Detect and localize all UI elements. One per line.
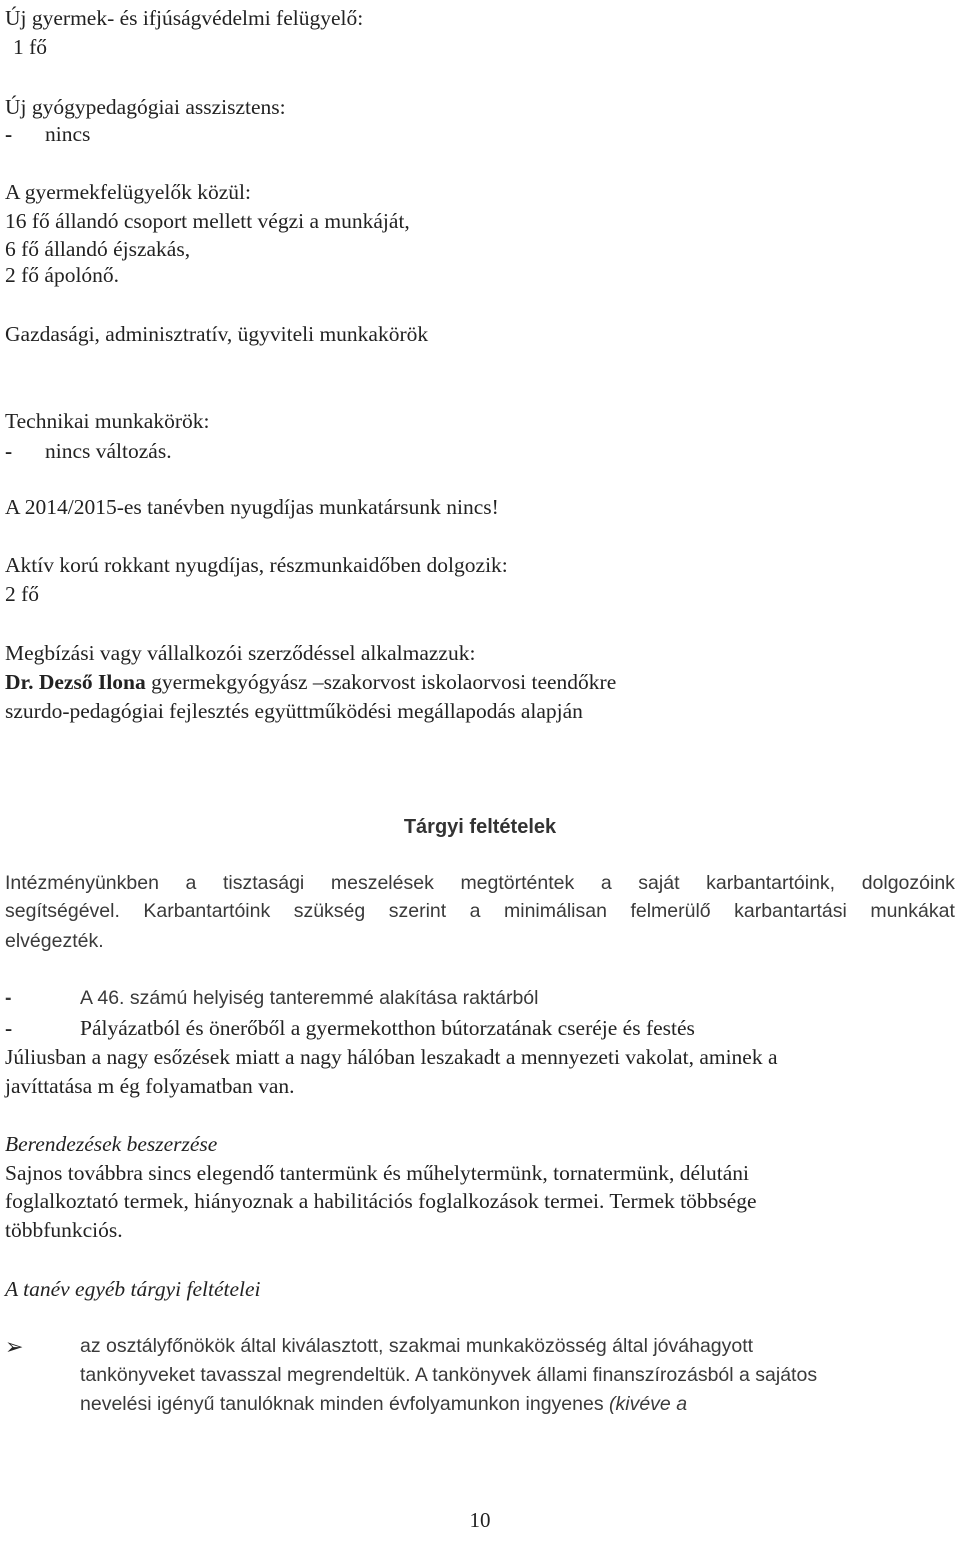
material-para1-line1 [5, 874, 955, 894]
caretakers-label: A gyermekfelügyelők közül: [5, 180, 251, 204]
material-item-1-text: A 46. számú helyiség tanteremmé alakítása raktárból [80, 987, 539, 1009]
material-para2-line1: Júliusban a nagy esőzések miatt a nagy hálóban leszakadt a mennyezeti vakolat, aminek a [5, 1045, 778, 1069]
other-bullet-line3 [80, 1395, 687, 1415]
caretakers-nurse: 2 fő ápolónő. [5, 263, 120, 287]
contract-line: Megbízási vagy vállalkozói szerződéssel alkalmazzuk: [5, 641, 476, 665]
other-bullet-line2: tankönyveket tavasszal megrendeltük. A tankönyvek állami finanszírozásból a sajátos [80, 1364, 818, 1386]
new-child-supervisor-count: 1 fő [13, 35, 48, 59]
word: karbantartóink, [706, 872, 836, 894]
new-assistant-label: Új gyógypedagógiai asszisztens: [5, 95, 286, 119]
technical-row [5, 441, 172, 463]
word: a [600, 872, 612, 894]
technical-value: nincs változás. [45, 439, 172, 463]
word: saját [638, 872, 680, 894]
dash-marker: - [5, 1016, 13, 1040]
equipment-line1: Sajnos továbbra sincs elegendő tantermünk és műhelytermünk, tornatermünk, délutáni [5, 1161, 749, 1185]
doctor-role: gyermekgyógyász –szakorvost iskolaorvosi teendőkre [145, 670, 617, 694]
new-child-supervisor-label: Új gyermek- és ifjúságvédelmi felügyelő: [5, 6, 364, 30]
material-item-2 [5, 1018, 695, 1040]
material-para1-line2 [5, 902, 955, 922]
new-assistant-row [5, 124, 90, 146]
new-assistant-value: nincs [45, 122, 91, 146]
doctor-line [5, 672, 616, 694]
technical-label: Technikai munkakörök: [5, 409, 210, 433]
other-bullet-line1: az osztályfőnökök által kiválasztott, szakmai munkaközösség által jóváhagyott [80, 1335, 754, 1357]
equipment-heading: Berendezések beszerzése [5, 1132, 218, 1156]
word: Karbantartóink [143, 900, 271, 922]
material-para2-line2: javíttatása m ég folyamatban van. [5, 1074, 295, 1098]
material-item-2-text: Pályázatból és önerőből a gyermekotthon bútorzatának cseréje és festés [80, 1016, 695, 1040]
dash-marker: - [5, 122, 13, 146]
other-bullet-line3-text: nevelési igényű tanulóknak minden évfolyamunkon ingyenes [80, 1393, 610, 1415]
caretakers-group: 16 fő állandó csoport mellett végzi a munkáját, [5, 209, 410, 233]
word: felmerülő [630, 900, 711, 922]
agreement-line: szurdo-pedagógiai fejlesztés együttműködési megállapodás alapján [5, 699, 583, 723]
doctor-name: Dr. Dezső Ilona [5, 670, 146, 694]
word: szükség [293, 900, 366, 922]
word: meszelések [330, 872, 434, 894]
dash-marker: - [5, 439, 13, 463]
material-heading: Tárgyi feltételek [403, 816, 557, 838]
word: dolgozóink [861, 872, 955, 894]
disability-count: 2 fő [5, 582, 40, 606]
caretakers-night: 6 fő állandó éjszakás, [5, 237, 191, 261]
other-bullet-line3-italic: (kivéve a [609, 1393, 688, 1415]
word: segítségével. [5, 900, 120, 922]
arrow-bullet-icon: ➢ [5, 1334, 24, 1359]
page-number: 10 [469, 1508, 491, 1532]
word: minimálisan [504, 900, 607, 922]
equipment-line3: többfunkciós. [5, 1218, 123, 1242]
admin-heading: Gazdasági, adminisztratív, ügyviteli munkakörök [5, 322, 429, 346]
word: Intézményünkben [5, 872, 159, 894]
word: munkákat [870, 900, 955, 922]
word: karbantartási [734, 900, 847, 922]
other-heading: A tanév egyéb tárgyi feltételei [5, 1277, 261, 1301]
word: megtörténtek [460, 872, 575, 894]
material-item-1 [5, 989, 538, 1009]
word: tisztasági [222, 872, 305, 894]
dash-marker: - [5, 987, 12, 1009]
equipment-line2: foglalkoztató termek, hiányoznak a habilitációs foglalkozások termei. Termek többsége [5, 1189, 757, 1213]
word: a [185, 872, 197, 894]
disability-label: Aktív korú rokkant nyugdíjas, részmunkaidőben dolgozik: [5, 553, 508, 577]
word: a [469, 900, 481, 922]
material-para1-line3: elvégezték. [5, 930, 104, 952]
retirement-line: A 2014/2015-es tanévben nyugdíjas munkatársunk nincs! [5, 495, 499, 519]
word: szerint [388, 900, 447, 922]
